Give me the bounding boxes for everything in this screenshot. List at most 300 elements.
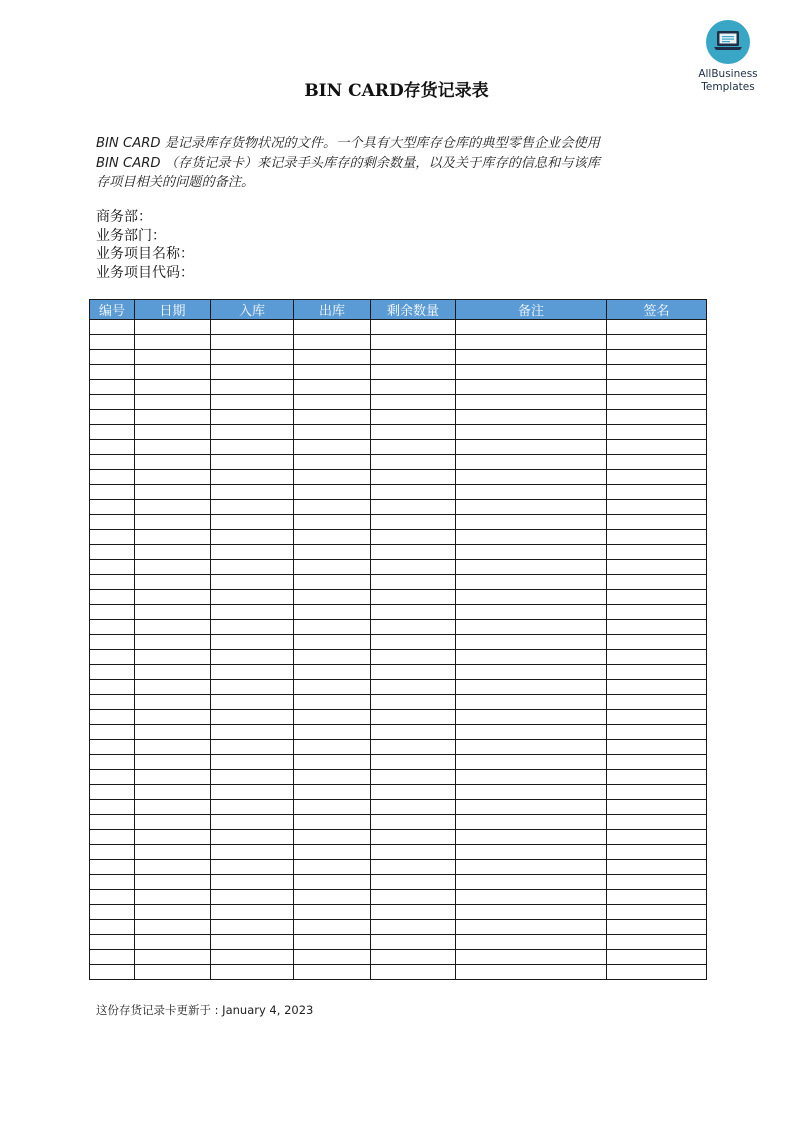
table-cell[interactable] <box>294 605 371 620</box>
table-cell[interactable] <box>90 560 135 575</box>
table-cell[interactable] <box>211 680 294 695</box>
table-cell[interactable] <box>371 545 456 560</box>
table-cell[interactable] <box>211 935 294 950</box>
table-cell[interactable] <box>211 890 294 905</box>
table-cell[interactable] <box>294 875 371 890</box>
table-cell[interactable] <box>211 740 294 755</box>
table-cell[interactable] <box>371 650 456 665</box>
table-cell[interactable] <box>371 860 456 875</box>
table-cell[interactable] <box>90 920 135 935</box>
table-cell[interactable] <box>456 770 607 785</box>
table-cell[interactable] <box>294 800 371 815</box>
table-cell[interactable] <box>90 320 135 335</box>
table-cell[interactable] <box>211 635 294 650</box>
table-cell[interactable] <box>90 470 135 485</box>
table-cell[interactable] <box>371 350 456 365</box>
table-cell[interactable] <box>607 440 707 455</box>
table-cell[interactable] <box>294 650 371 665</box>
table-cell[interactable] <box>294 665 371 680</box>
table-cell[interactable] <box>371 920 456 935</box>
table-cell[interactable] <box>90 545 135 560</box>
table-cell[interactable] <box>294 965 371 980</box>
table-cell[interactable] <box>456 755 607 770</box>
table-cell[interactable] <box>90 755 135 770</box>
table-cell[interactable] <box>211 830 294 845</box>
table-cell[interactable] <box>135 920 211 935</box>
table-cell[interactable] <box>456 875 607 890</box>
table-cell[interactable] <box>371 845 456 860</box>
table-cell[interactable] <box>456 950 607 965</box>
table-cell[interactable] <box>456 785 607 800</box>
table-cell[interactable] <box>607 815 707 830</box>
table-cell[interactable] <box>456 485 607 500</box>
table-cell[interactable] <box>371 950 456 965</box>
table-cell[interactable] <box>456 845 607 860</box>
table-cell[interactable] <box>135 500 211 515</box>
table-cell[interactable] <box>211 725 294 740</box>
table-cell[interactable] <box>371 725 456 740</box>
table-cell[interactable] <box>135 515 211 530</box>
table-cell[interactable] <box>456 380 607 395</box>
table-cell[interactable] <box>607 335 707 350</box>
table-cell[interactable] <box>135 935 211 950</box>
table-cell[interactable] <box>371 905 456 920</box>
table-cell[interactable] <box>294 860 371 875</box>
table-cell[interactable] <box>211 815 294 830</box>
table-cell[interactable] <box>607 350 707 365</box>
table-cell[interactable] <box>135 905 211 920</box>
table-cell[interactable] <box>294 935 371 950</box>
table-cell[interactable] <box>294 785 371 800</box>
table-cell[interactable] <box>90 425 135 440</box>
table-cell[interactable] <box>607 920 707 935</box>
table-cell[interactable] <box>294 770 371 785</box>
table-cell[interactable] <box>456 800 607 815</box>
table-cell[interactable] <box>371 770 456 785</box>
table-cell[interactable] <box>607 965 707 980</box>
table-cell[interactable] <box>90 860 135 875</box>
table-cell[interactable] <box>607 635 707 650</box>
table-cell[interactable] <box>135 740 211 755</box>
table-cell[interactable] <box>211 620 294 635</box>
table-cell[interactable] <box>90 395 135 410</box>
table-cell[interactable] <box>294 470 371 485</box>
table-cell[interactable] <box>607 470 707 485</box>
table-cell[interactable] <box>211 710 294 725</box>
table-cell[interactable] <box>456 695 607 710</box>
table-cell[interactable] <box>607 380 707 395</box>
table-cell[interactable] <box>135 785 211 800</box>
table-cell[interactable] <box>607 860 707 875</box>
table-cell[interactable] <box>135 860 211 875</box>
table-cell[interactable] <box>607 365 707 380</box>
table-cell[interactable] <box>135 440 211 455</box>
table-cell[interactable] <box>135 650 211 665</box>
table-cell[interactable] <box>456 455 607 470</box>
table-cell[interactable] <box>371 665 456 680</box>
table-cell[interactable] <box>135 950 211 965</box>
table-cell[interactable] <box>456 815 607 830</box>
table-cell[interactable] <box>294 950 371 965</box>
table-cell[interactable] <box>371 935 456 950</box>
table-cell[interactable] <box>294 395 371 410</box>
table-cell[interactable] <box>294 335 371 350</box>
table-cell[interactable] <box>607 785 707 800</box>
table-cell[interactable] <box>135 695 211 710</box>
table-cell[interactable] <box>211 575 294 590</box>
table-cell[interactable] <box>294 710 371 725</box>
table-cell[interactable] <box>211 515 294 530</box>
table-cell[interactable] <box>371 425 456 440</box>
table-cell[interactable] <box>135 845 211 860</box>
table-cell[interactable] <box>211 755 294 770</box>
table-cell[interactable] <box>135 875 211 890</box>
table-cell[interactable] <box>135 755 211 770</box>
table-cell[interactable] <box>90 875 135 890</box>
table-cell[interactable] <box>294 350 371 365</box>
table-cell[interactable] <box>211 335 294 350</box>
table-cell[interactable] <box>371 470 456 485</box>
table-cell[interactable] <box>90 845 135 860</box>
table-cell[interactable] <box>90 500 135 515</box>
table-cell[interactable] <box>90 350 135 365</box>
table-cell[interactable] <box>607 425 707 440</box>
table-cell[interactable] <box>90 665 135 680</box>
table-cell[interactable] <box>294 815 371 830</box>
table-cell[interactable] <box>211 845 294 860</box>
table-cell[interactable] <box>607 950 707 965</box>
table-cell[interactable] <box>456 410 607 425</box>
table-cell[interactable] <box>90 380 135 395</box>
table-cell[interactable] <box>90 935 135 950</box>
table-cell[interactable] <box>456 335 607 350</box>
table-cell[interactable] <box>456 830 607 845</box>
table-cell[interactable] <box>211 485 294 500</box>
table-cell[interactable] <box>135 545 211 560</box>
table-cell[interactable] <box>90 410 135 425</box>
table-cell[interactable] <box>371 875 456 890</box>
table-cell[interactable] <box>456 710 607 725</box>
table-cell[interactable] <box>607 485 707 500</box>
table-cell[interactable] <box>607 560 707 575</box>
table-cell[interactable] <box>607 800 707 815</box>
table-cell[interactable] <box>456 680 607 695</box>
table-cell[interactable] <box>90 905 135 920</box>
table-cell[interactable] <box>90 365 135 380</box>
table-cell[interactable] <box>294 530 371 545</box>
table-cell[interactable] <box>371 515 456 530</box>
table-cell[interactable] <box>211 950 294 965</box>
table-cell[interactable] <box>135 455 211 470</box>
table-cell[interactable] <box>607 515 707 530</box>
table-cell[interactable] <box>294 455 371 470</box>
table-cell[interactable] <box>90 800 135 815</box>
table-cell[interactable] <box>135 410 211 425</box>
table-cell[interactable] <box>294 755 371 770</box>
table-cell[interactable] <box>90 485 135 500</box>
table-cell[interactable] <box>294 575 371 590</box>
table-cell[interactable] <box>90 635 135 650</box>
table-cell[interactable] <box>294 500 371 515</box>
table-cell[interactable] <box>135 815 211 830</box>
table-cell[interactable] <box>607 890 707 905</box>
table-cell[interactable] <box>90 590 135 605</box>
table-cell[interactable] <box>294 920 371 935</box>
table-cell[interactable] <box>135 395 211 410</box>
table-cell[interactable] <box>607 905 707 920</box>
table-cell[interactable] <box>456 515 607 530</box>
table-cell[interactable] <box>456 320 607 335</box>
table-cell[interactable] <box>211 785 294 800</box>
table-cell[interactable] <box>211 590 294 605</box>
table-cell[interactable] <box>371 440 456 455</box>
table-cell[interactable] <box>211 410 294 425</box>
table-cell[interactable] <box>456 500 607 515</box>
table-cell[interactable] <box>211 965 294 980</box>
table-cell[interactable] <box>90 620 135 635</box>
table-cell[interactable] <box>211 395 294 410</box>
table-cell[interactable] <box>135 320 211 335</box>
table-cell[interactable] <box>90 950 135 965</box>
table-cell[interactable] <box>371 605 456 620</box>
table-cell[interactable] <box>607 320 707 335</box>
table-cell[interactable] <box>456 620 607 635</box>
table-cell[interactable] <box>294 680 371 695</box>
table-cell[interactable] <box>456 530 607 545</box>
table-cell[interactable] <box>456 965 607 980</box>
table-cell[interactable] <box>135 380 211 395</box>
table-cell[interactable] <box>607 500 707 515</box>
table-cell[interactable] <box>294 365 371 380</box>
table-cell[interactable] <box>607 665 707 680</box>
table-cell[interactable] <box>211 665 294 680</box>
table-cell[interactable] <box>371 590 456 605</box>
table-cell[interactable] <box>294 905 371 920</box>
table-cell[interactable] <box>371 365 456 380</box>
table-cell[interactable] <box>371 380 456 395</box>
table-cell[interactable] <box>90 890 135 905</box>
table-cell[interactable] <box>294 560 371 575</box>
table-cell[interactable] <box>371 800 456 815</box>
table-cell[interactable] <box>371 485 456 500</box>
table-cell[interactable] <box>371 410 456 425</box>
table-cell[interactable] <box>135 725 211 740</box>
table-cell[interactable] <box>90 785 135 800</box>
table-cell[interactable] <box>607 845 707 860</box>
table-cell[interactable] <box>371 755 456 770</box>
table-cell[interactable] <box>211 350 294 365</box>
table-cell[interactable] <box>211 695 294 710</box>
table-cell[interactable] <box>135 890 211 905</box>
table-cell[interactable] <box>371 620 456 635</box>
table-cell[interactable] <box>607 740 707 755</box>
table-cell[interactable] <box>294 515 371 530</box>
table-cell[interactable] <box>371 395 456 410</box>
table-cell[interactable] <box>456 350 607 365</box>
table-cell[interactable] <box>135 800 211 815</box>
table-cell[interactable] <box>211 545 294 560</box>
table-cell[interactable] <box>211 770 294 785</box>
table-cell[interactable] <box>607 590 707 605</box>
table-cell[interactable] <box>456 470 607 485</box>
table-cell[interactable] <box>371 635 456 650</box>
table-cell[interactable] <box>456 905 607 920</box>
table-cell[interactable] <box>211 560 294 575</box>
table-cell[interactable] <box>607 710 707 725</box>
table-cell[interactable] <box>90 605 135 620</box>
table-cell[interactable] <box>371 335 456 350</box>
table-cell[interactable] <box>371 530 456 545</box>
table-cell[interactable] <box>211 875 294 890</box>
table-cell[interactable] <box>607 695 707 710</box>
table-cell[interactable] <box>90 530 135 545</box>
table-cell[interactable] <box>456 665 607 680</box>
table-cell[interactable] <box>90 650 135 665</box>
table-cell[interactable] <box>294 830 371 845</box>
table-cell[interactable] <box>607 575 707 590</box>
table-cell[interactable] <box>607 935 707 950</box>
table-cell[interactable] <box>211 365 294 380</box>
table-cell[interactable] <box>607 830 707 845</box>
table-cell[interactable] <box>294 635 371 650</box>
table-cell[interactable] <box>294 425 371 440</box>
table-cell[interactable] <box>211 440 294 455</box>
table-cell[interactable] <box>211 905 294 920</box>
table-cell[interactable] <box>371 500 456 515</box>
table-cell[interactable] <box>607 395 707 410</box>
table-cell[interactable] <box>90 965 135 980</box>
table-cell[interactable] <box>371 965 456 980</box>
table-cell[interactable] <box>294 695 371 710</box>
table-cell[interactable] <box>371 785 456 800</box>
table-cell[interactable] <box>211 800 294 815</box>
table-cell[interactable] <box>211 455 294 470</box>
table-cell[interactable] <box>211 920 294 935</box>
table-cell[interactable] <box>294 740 371 755</box>
table-cell[interactable] <box>211 500 294 515</box>
table-cell[interactable] <box>135 530 211 545</box>
table-cell[interactable] <box>135 770 211 785</box>
table-cell[interactable] <box>371 890 456 905</box>
table-cell[interactable] <box>211 470 294 485</box>
table-cell[interactable] <box>456 605 607 620</box>
table-cell[interactable] <box>456 575 607 590</box>
table-cell[interactable] <box>135 710 211 725</box>
table-cell[interactable] <box>135 680 211 695</box>
table-cell[interactable] <box>135 560 211 575</box>
table-cell[interactable] <box>135 605 211 620</box>
table-cell[interactable] <box>607 770 707 785</box>
table-cell[interactable] <box>607 680 707 695</box>
table-cell[interactable] <box>456 365 607 380</box>
table-cell[interactable] <box>607 410 707 425</box>
table-cell[interactable] <box>456 440 607 455</box>
table-cell[interactable] <box>371 575 456 590</box>
table-cell[interactable] <box>371 455 456 470</box>
table-cell[interactable] <box>90 680 135 695</box>
table-cell[interactable] <box>90 770 135 785</box>
table-cell[interactable] <box>90 575 135 590</box>
table-cell[interactable] <box>607 455 707 470</box>
table-cell[interactable] <box>211 605 294 620</box>
table-cell[interactable] <box>294 890 371 905</box>
table-cell[interactable] <box>90 440 135 455</box>
table-cell[interactable] <box>294 845 371 860</box>
table-cell[interactable] <box>294 380 371 395</box>
table-cell[interactable] <box>371 710 456 725</box>
table-cell[interactable] <box>135 470 211 485</box>
table-cell[interactable] <box>607 755 707 770</box>
table-cell[interactable] <box>211 425 294 440</box>
table-cell[interactable] <box>371 560 456 575</box>
table-cell[interactable] <box>607 530 707 545</box>
table-cell[interactable] <box>371 680 456 695</box>
table-cell[interactable] <box>456 860 607 875</box>
table-cell[interactable] <box>135 575 211 590</box>
table-cell[interactable] <box>90 815 135 830</box>
table-cell[interactable] <box>211 530 294 545</box>
table-cell[interactable] <box>135 590 211 605</box>
table-cell[interactable] <box>294 545 371 560</box>
table-cell[interactable] <box>456 590 607 605</box>
table-cell[interactable] <box>90 335 135 350</box>
table-cell[interactable] <box>294 320 371 335</box>
table-cell[interactable] <box>135 965 211 980</box>
table-cell[interactable] <box>456 560 607 575</box>
table-cell[interactable] <box>607 605 707 620</box>
table-cell[interactable] <box>371 815 456 830</box>
table-cell[interactable] <box>294 440 371 455</box>
table-cell[interactable] <box>135 350 211 365</box>
table-cell[interactable] <box>456 740 607 755</box>
table-cell[interactable] <box>607 620 707 635</box>
table-cell[interactable] <box>135 620 211 635</box>
table-cell[interactable] <box>90 695 135 710</box>
table-cell[interactable] <box>456 635 607 650</box>
table-cell[interactable] <box>456 890 607 905</box>
table-cell[interactable] <box>371 695 456 710</box>
table-cell[interactable] <box>607 650 707 665</box>
table-cell[interactable] <box>135 830 211 845</box>
table-cell[interactable] <box>135 665 211 680</box>
table-cell[interactable] <box>456 650 607 665</box>
table-cell[interactable] <box>211 860 294 875</box>
table-cell[interactable] <box>211 380 294 395</box>
table-cell[interactable] <box>294 590 371 605</box>
table-cell[interactable] <box>371 320 456 335</box>
table-cell[interactable] <box>456 425 607 440</box>
table-cell[interactable] <box>371 830 456 845</box>
table-cell[interactable] <box>135 635 211 650</box>
table-cell[interactable] <box>90 515 135 530</box>
table-cell[interactable] <box>456 725 607 740</box>
table-cell[interactable] <box>456 395 607 410</box>
table-cell[interactable] <box>90 455 135 470</box>
table-cell[interactable] <box>456 920 607 935</box>
table-cell[interactable] <box>135 485 211 500</box>
table-cell[interactable] <box>607 725 707 740</box>
table-cell[interactable] <box>294 410 371 425</box>
table-cell[interactable] <box>294 485 371 500</box>
table-cell[interactable] <box>90 710 135 725</box>
table-cell[interactable] <box>456 935 607 950</box>
table-cell[interactable] <box>211 650 294 665</box>
table-cell[interactable] <box>294 725 371 740</box>
table-cell[interactable] <box>371 740 456 755</box>
table-cell[interactable] <box>607 545 707 560</box>
table-cell[interactable] <box>294 620 371 635</box>
table-cell[interactable] <box>135 425 211 440</box>
